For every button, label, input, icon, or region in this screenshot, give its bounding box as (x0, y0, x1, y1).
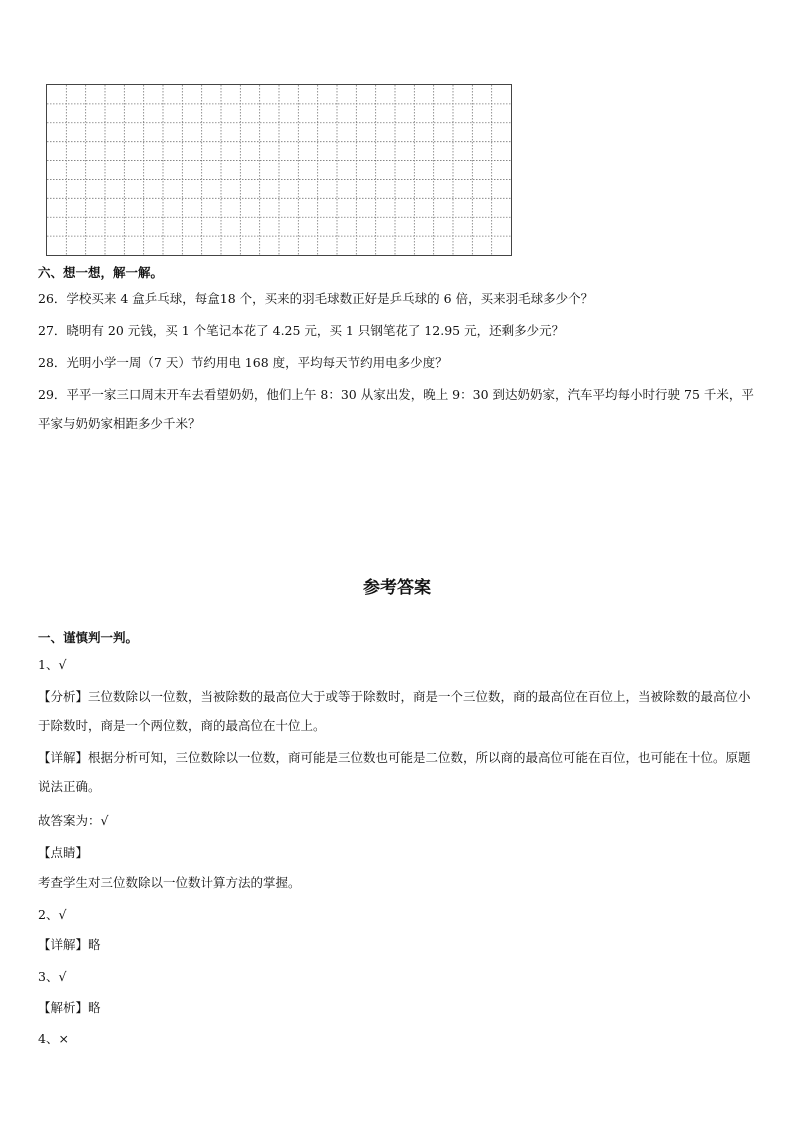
section6-heading: 六、想一想，解一解。 (38, 265, 164, 280)
answer-1-detail: 【详解】根据分析可知，三位数除以一位数，商可能是三位数也可能是二位数，所以商的最高位可能在百位，也可能在十位。原题说法正确。 (38, 750, 751, 794)
answer-3: 3、√ (38, 969, 67, 984)
question-28: 28．光明小学一周（7 天）节约用电 168 度，平均每天节约用电多少度？ (38, 355, 448, 370)
answer-1-analysis: 【分析】三位数除以一位数，当被除数的最高位大于或等于除数时，商是一个三位数，商的最高位在百位上，当被除数的最高位小于除数时，商是一个两位数，商的最高位在十位上。 (38, 689, 751, 733)
writing-grid-lines (47, 85, 511, 255)
answer-title: 参考答案 (363, 578, 431, 598)
writing-grid (46, 84, 512, 256)
answer-1-tip: 考查学生对三位数除以一位数计算方法的掌握。 (38, 875, 301, 890)
answer-4: 4、× (38, 1031, 69, 1046)
question-26: 26．学校买来 4 盒乒乓球，每盒18 个，买来的羽毛球数正好是乒乓球的 6 倍，买来羽毛球多少个？ (38, 291, 594, 306)
answer-1-tip-label: 【点睛】 (38, 845, 89, 860)
question-27: 27．晓明有 20 元钱，买 1 个笔记本花了 4.25 元，买 1 只钢笔花了 12.95 元，还剩多少元？ (38, 323, 565, 338)
answer-2-detail: 【详解】略 (38, 937, 101, 952)
answer-3-detail: 【解析】略 (38, 1000, 101, 1015)
answer-1: 1、√ (38, 657, 67, 672)
answer-1-conclusion: 故答案为：√ (38, 813, 109, 828)
answer-2: 2、√ (38, 907, 67, 922)
part1-heading: 一、谨慎判一判。 (38, 630, 139, 645)
question-29: 29．平平一家三口周末开车去看望奶奶，他们上午 8：30 从家出发，晚上 9：30 到达奶奶家，汽车平均每小时行驶 75 千米，平平家与奶奶家相距多少千米？ (38, 387, 754, 431)
